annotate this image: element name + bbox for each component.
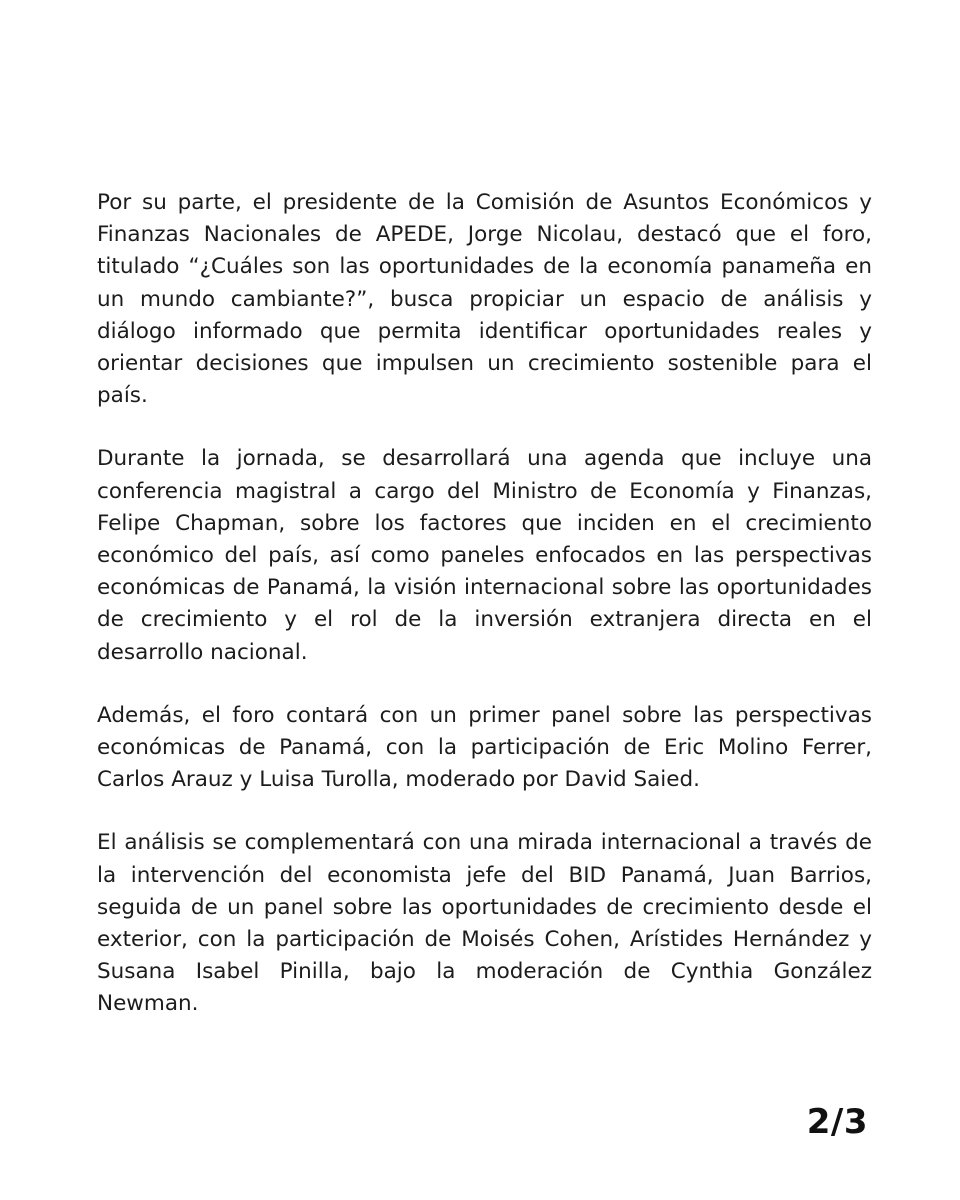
paragraph-agenda: Durante la jornada, se desarrollará una agenda que incluye una conferencia magistral a cargo del Ministro de Economía y Finanzas, Felipe Chapman, sobre los factores que inciden en el crecimiento económico del país, así como paneles enfocados en las perspectivas económicas de Panamá, la visión internacional sobre las oportunidades de crecimiento y el rol de la inversión extranjera directa en el desarrollo nacional.: [97, 446, 872, 665]
paragraph-apede-forum: Por su parte, el presidente de la Comisión de Asuntos Económicos y Finanzas Nacionales de APEDE, Jorge Nicolau, destacó que el foro, titulado “¿Cuáles son las oportunidades de la economía panameña en un mundo cambiante?”, busca propiciar un espacio de análisis y diálogo informado que permita identificar oportunidades reales y orientar decisiones que impulsen un crecimiento sostenible para el país.: [97, 190, 872, 409]
article-body: [97, 187, 872, 1052]
paragraph-first-panel: Además, el foro contará con un primer panel sobre las perspectivas económicas de Panamá, con la participación de Eric Molino Ferrer, Carlos Arauz y Luisa Turolla, moderado por David Saied.: [97, 702, 872, 793]
paragraph-international-view: El análisis se complementará con una mirada internacional a través de la intervención del economista jefe del BID Panamá, Juan Barrios, seguida de un panel sobre las oportunidades de crecimiento desde el exterior, con la participación de Moisés Cohen, Arístides Hernández y Susana Isabel Pinilla, bajo la moderación de Cynthia González Newman.: [97, 830, 872, 1017]
page-number: 2/3: [806, 1102, 868, 1142]
